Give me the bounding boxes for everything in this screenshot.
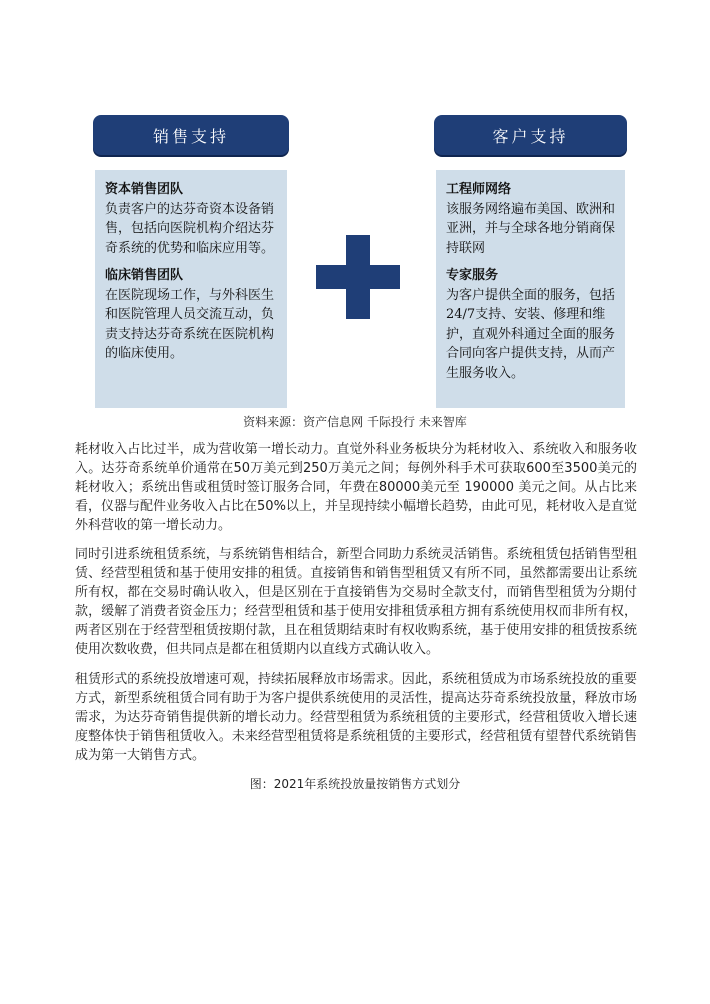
capital-sales-team-body: 负责客户的达芬奇资本设备销售，包括向医院机构介绍达芬奇系统的优势和临床应用等。 (105, 201, 275, 256)
figure-caption: 图：2021年系统投放量按销售方式划分 (249, 777, 461, 791)
sales-support-diagram (0, 0, 710, 410)
sales-support-header (93, 115, 289, 155)
paragraph-lease-growth: 租赁形式的系统投放增速可观，持续拓展释放市场需求。因此，系统租赁成为市场系统投放的重要方式，新型系统租赁合同有助于为客户提供系统使用的灵活性，提高达芬奇系统投放量，释放市场需求，为达芬奇销售提供新的增长动力。经营型租赁为系统租赁的主要形式，经营租赁收入增长速度整体快于销售租赁收入。未来经营型租赁将是系统租赁的主要形式，经营租赁有望替代系统销售成为第一大销售方式。 (75, 672, 637, 763)
engineer-network-title: 工程师网络 (446, 182, 512, 197)
clinical-sales-team-title: 临床销售团队 (105, 268, 184, 283)
sales-support-header-label: 销售支持 (152, 126, 229, 146)
sales-support-box (95, 170, 287, 408)
clinical-sales-team-body: 在医院现场工作，与外科医生和医院管理人员交流互动，负责支持达芬奇系统在医院机构的临床使用。 (105, 287, 275, 361)
customer-support-box (436, 170, 625, 408)
expert-service-title: 专家服务 (446, 268, 499, 283)
expert-service-body: 为客户提供全面的服务，包括24/7支持、安装、修理和维护，直观外科通过全面的服务合同向客户提供支持，从而产生服务收入。 (446, 287, 616, 381)
paragraph-consumables: 耗材收入占比过半，成为营收第一增长动力。直觉外科业务板块分为耗材收入、系统收入和服务收入。达芬奇系统单价通常在50万美元到250万美元之间；每例外科手术可获取600至3500美元的耗材收入；系统出售或租赁时签订服务合同，年费在80000美元至 190000 美元之间。从占比来看，仪器与配件业务收入占比在50%以上，并呈现持续小幅增长趋势，由此可见，耗材收入是直觉外科营收的第一增长动力。 (75, 442, 637, 533)
customer-support-header (434, 115, 627, 155)
source-caption: 资料来源：资产信息网 千际投行 未来智库 (243, 415, 467, 429)
customer-support-header-label: 客户支持 (492, 126, 569, 146)
paragraph-leasing: 同时引进系统租赁系统，与系统销售相结合，新型合同助力系统灵活销售。系统租赁包括销售型租赁、经营型租赁和基于使用安排的租赁。直接销售和销售型租赁又有所不同，虽然都需要出让系统所有权，都在交易时确认收入，但是区别在于直接销售为交易时全款支付，而销售型租赁为分期付款，缓解了消费者资金压力；经营型租赁和基于使用安排租赁承租方拥有系统使用权而非所有权，两者区别在于经营型租赁按期付款，且在租赁期结束时有权收购系统，基于使用安排的租赁按系统使用次数收费，但共同点是都在租赁期内以直线方式确认收入。 (75, 547, 637, 657)
capital-sales-team-title: 资本销售团队 (105, 182, 184, 197)
plus-icon (316, 235, 400, 319)
engineer-network-body: 该服务网络遍布美国、欧洲和亚洲，并与全球各地分销商保持联网 (446, 201, 616, 256)
